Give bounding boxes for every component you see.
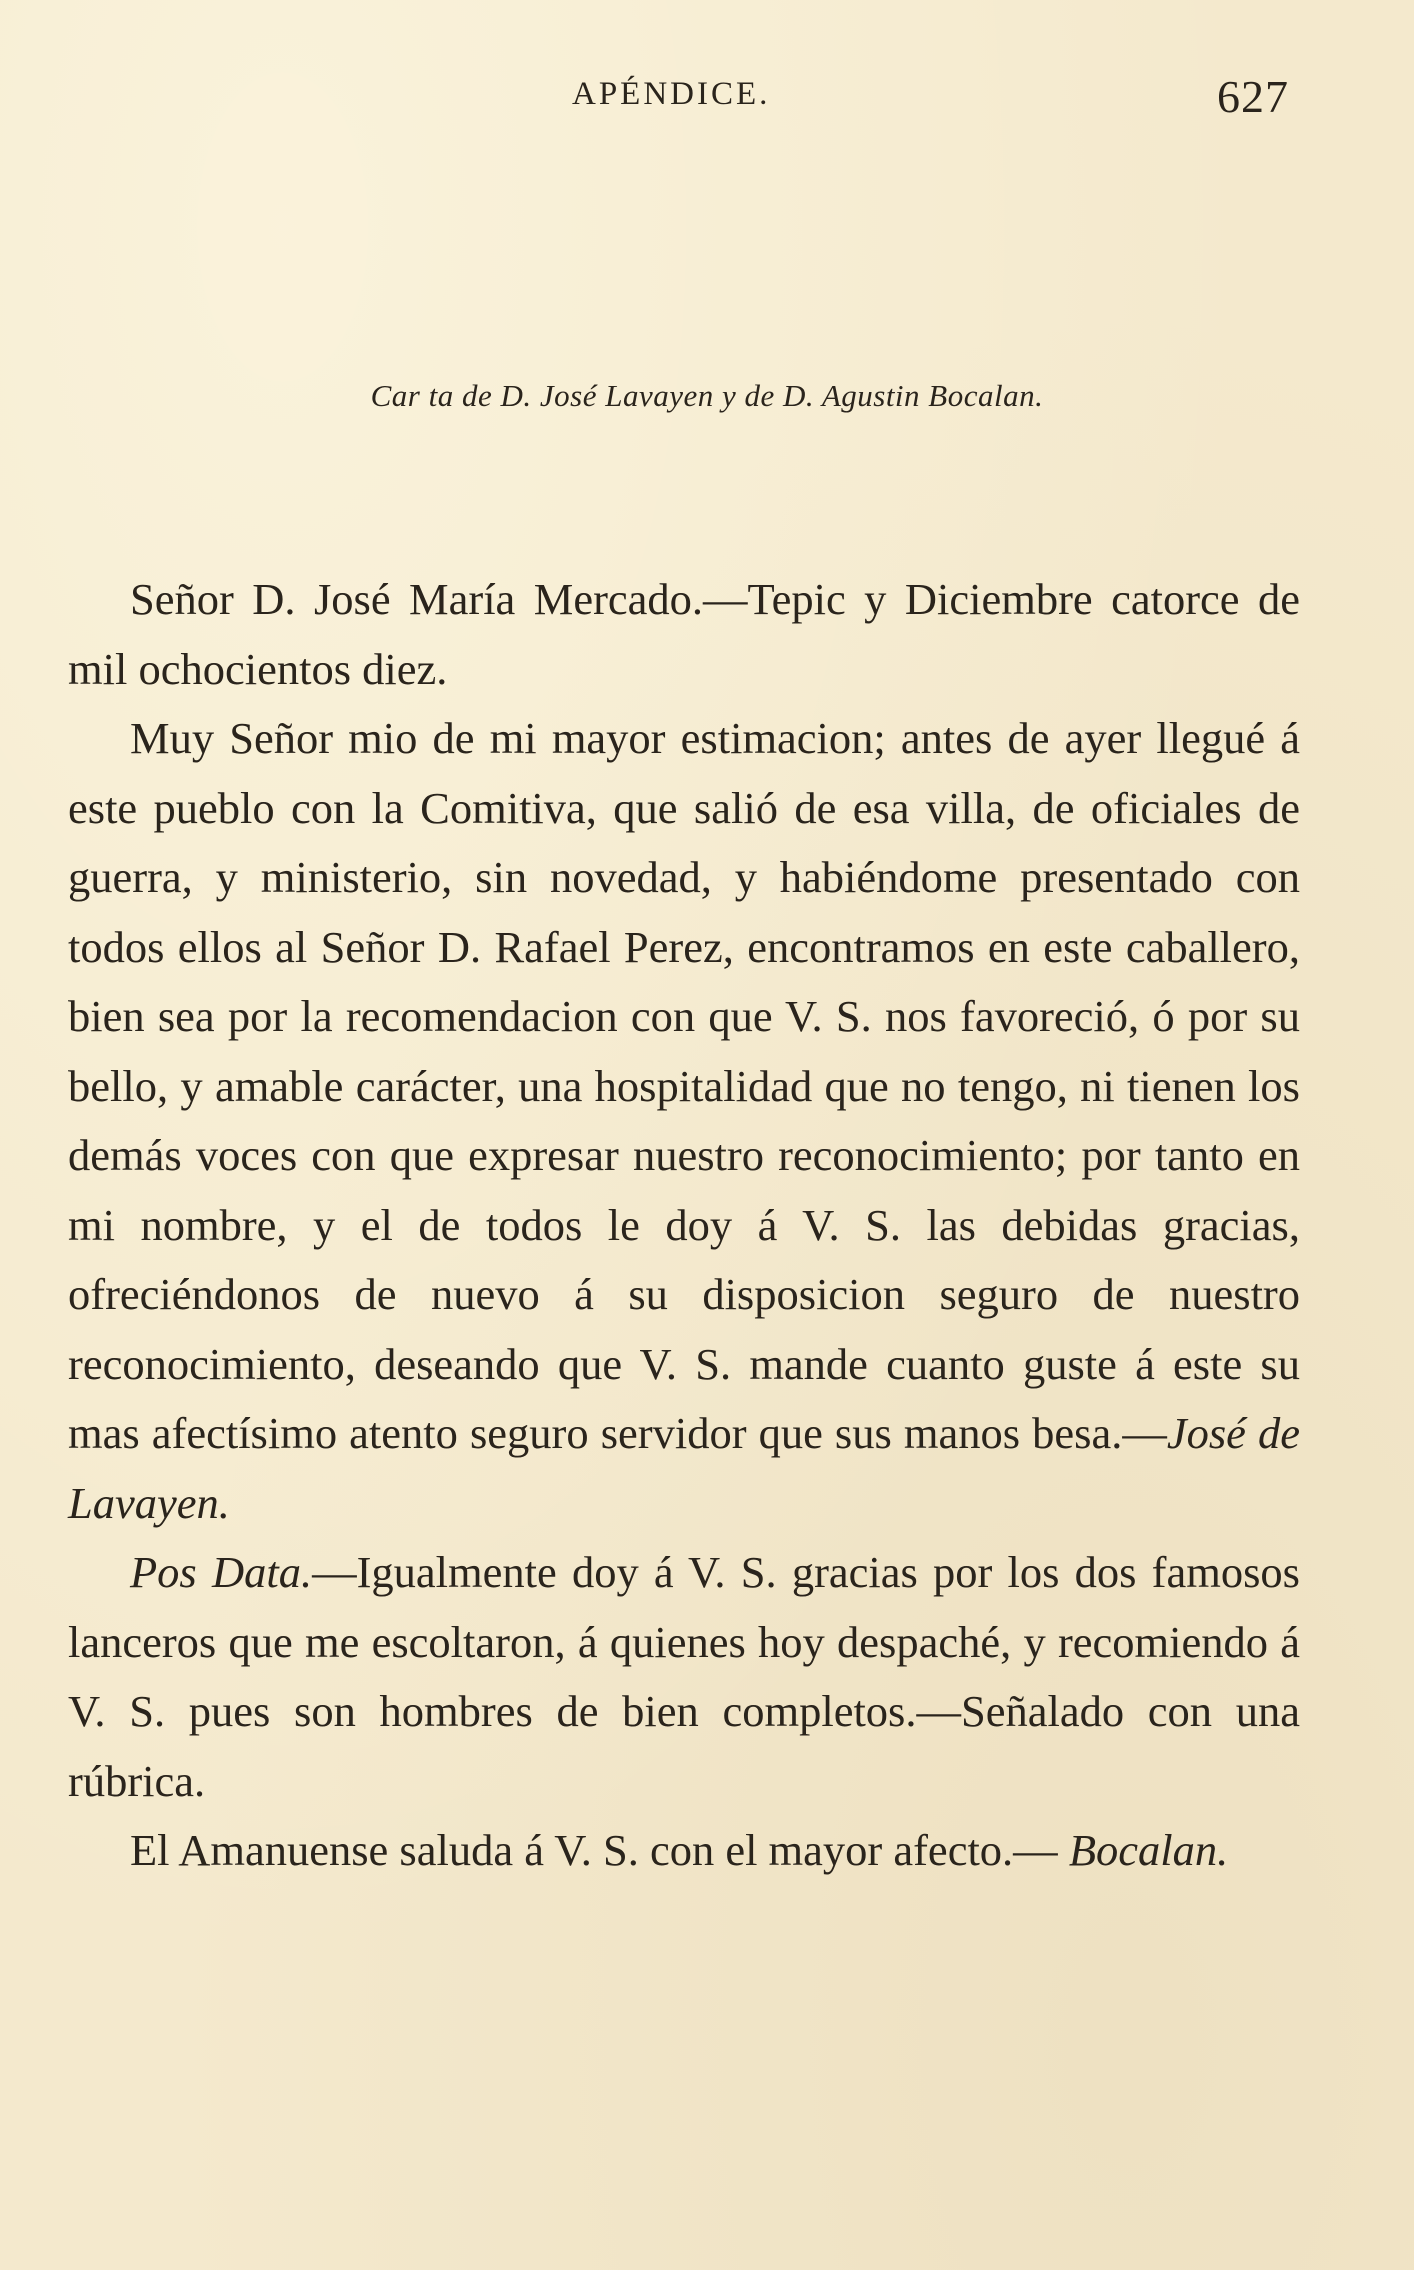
letter-body-text: Muy Señor mio de mi mayor estimacion; antes de ayer llegué á este pueblo con la Comitiva, que salió de esa villa, de oficiales de guerra, y ministerio, sin novedad, y habiéndome presentado con todos ellos al Señor D. Rafael Perez, encontramos en este caballero, bien sea por la recomendacion con que V. S. nos favoreció, ó por su bello, y amable carácter, una hospitalidad que no tengo, ni tienen los demás voces con que expresar nuestro reconocimiento; por tanto en mi nombre, y el de todos le doy á V. S. las debidas gracias, ofreciéndonos de nuevo á su disposicion seguro de nuestro reconocimiento, deseando que V. S. mande cuanto guste á este su mas afectísimo atento seguro servidor que sus manos besa.— xyxy=(68,713,1300,1458)
letter-main-paragraph xyxy=(68,704,1300,1538)
postscript-label: Pos Data. xyxy=(130,1547,313,1597)
letter-caption: Car ta de D. José Lavayen y de D. Agustin Bocalan. xyxy=(370,378,1044,413)
letter-opening: Señor D. José María Mercado.—Tepic y Diciembre catorce de mil ochocientos diez. xyxy=(68,574,1300,694)
signature-bocalan: Bocalan. xyxy=(1068,1825,1229,1875)
running-title: APÉNDICE. xyxy=(572,76,771,112)
closing-paragraph xyxy=(68,1816,1300,1886)
postscript-text: —Igualmente doy á V. S. gracias por los dos famosos lanceros que me escoltaron, á quienes hoy despaché, y recomiendo á V. S. pues son hombres de bien completos.—Señalado con una rúbrica. xyxy=(68,1547,1300,1806)
postscript-paragraph xyxy=(68,1538,1300,1816)
page-number: 627 xyxy=(1217,71,1289,122)
letter-opening-paragraph xyxy=(68,565,1300,704)
running-head xyxy=(0,71,1414,126)
letter-body xyxy=(68,565,1300,1886)
closing-text: El Amanuense saluda á V. S. con el mayor afecto.— xyxy=(130,1825,1058,1875)
signature-lavayen: José de Lavayen. xyxy=(68,1408,1300,1528)
